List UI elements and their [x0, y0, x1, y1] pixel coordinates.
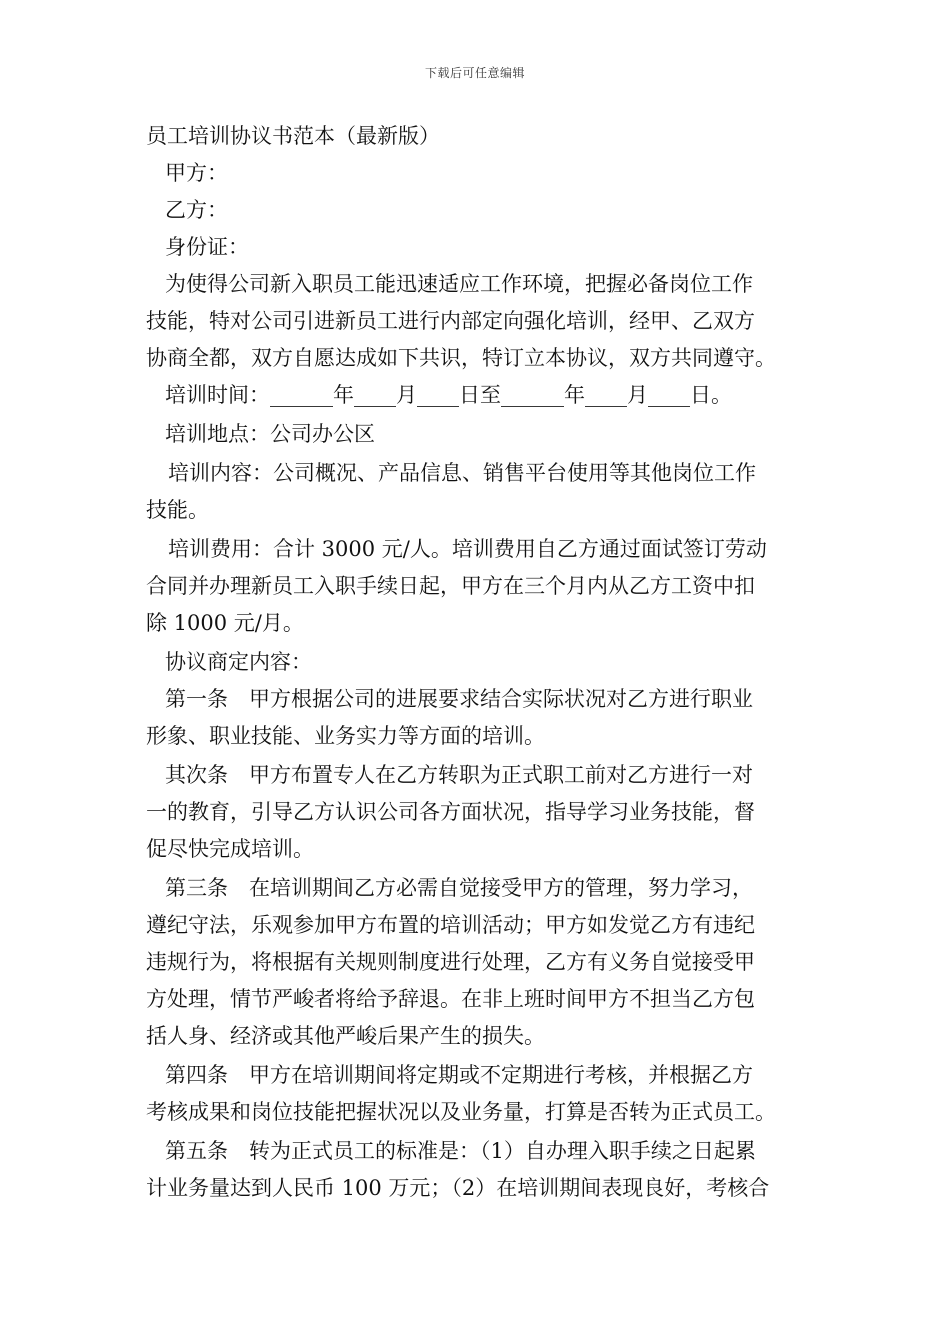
paragraph-line: 括人身、经济或其他严峻后果产生的损失。	[146, 1024, 545, 1048]
party-b-label: 乙方：	[165, 198, 228, 222]
paragraph-line: 培训内容：公司概况、产品信息、销售平台使用等其他岗位工作	[168, 461, 756, 485]
intro-paragraph	[146, 266, 810, 377]
page-header-note: 下载后可任意编辑	[424, 66, 525, 80]
paragraph-line: 第三条 在培训期间乙方必需自觉接受甲方的管理，努力学习，	[165, 876, 753, 900]
paragraph-line: 除 1000 元/月。	[146, 611, 304, 635]
agreement-heading: 协议商定内容：	[165, 650, 312, 674]
training-fee-paragraph	[146, 531, 810, 642]
article-1	[146, 681, 810, 755]
paragraph-line: 遵纪守法，乐观参加甲方布置的培训活动；甲方如发觉乙方有违纪	[146, 913, 755, 937]
id-card-label: 身份证：	[165, 235, 249, 259]
article-2	[146, 757, 810, 868]
paragraph-line: 其次条 甲方布置专人在乙方转职为正式职工前对乙方进行一对	[165, 763, 753, 787]
paragraph-line: 违规行为，将根据有关规则制度进行处理，乙方有义务自觉接受甲	[146, 950, 755, 974]
paragraph-line: 技能。	[146, 498, 209, 522]
paragraph-line: 考核成果和岗位技能把握状况以及业务量，打算是否转为正式员工。	[146, 1100, 776, 1124]
paragraph-line: 计业务量达到人民币 100 万元；（2）在培训期间表现良好，考核合	[146, 1176, 770, 1200]
training-location: 培训地点：公司办公区	[165, 422, 375, 446]
paragraph-line: 为使得公司新入职员工能迅速适应工作环境，把握必备岗位工作	[165, 272, 753, 296]
article-4	[146, 1057, 810, 1131]
document-body	[146, 118, 810, 1207]
paragraph-line: 技能，特对公司引进新员工进行内部定向强化培训，经甲、乙双方	[146, 309, 755, 333]
paragraph-line: 合同并办理新员工入职手续日起，甲方在三个月内从乙方工资中扣	[146, 574, 755, 598]
paragraph-line: 方处理，情节严峻者将给予辞退。在非上班时间甲方不担当乙方包	[146, 987, 755, 1011]
paragraph-line: 一的教育，引导乙方认识公司各方面状况，指导学习业务技能，督	[146, 800, 755, 824]
paragraph-line: 培训费用：合计 3000 元/人。培训费用自乙方通过面试签订劳动	[168, 537, 767, 561]
document-title: 员工培训协议书范本（最新版）	[146, 124, 440, 148]
party-a-label: 甲方：	[165, 161, 228, 185]
paragraph-line: 形象、职业技能、业务实力等方面的培训。	[146, 724, 545, 748]
paragraph-line: 促尽快完成培训。	[146, 837, 314, 861]
paragraph-line: 第五条 转为正式员工的标准是：（1）自办理入职手续之日起累	[165, 1139, 756, 1163]
article-5	[146, 1133, 810, 1207]
paragraph-line: 第四条 甲方在培训期间将定期或不定期进行考核，并根据乙方	[165, 1063, 753, 1087]
paragraph-line: 第一条 甲方根据公司的进展要求结合实际状况对乙方进行职业	[165, 687, 753, 711]
article-3	[146, 870, 810, 1055]
paragraph-line: 协商全都，双方自愿达成如下共识，特订立本协议，双方共同遵守。	[146, 346, 776, 370]
training-content-paragraph	[146, 455, 810, 529]
training-time: 培训时间：______年____月____日至______年____月____日。	[165, 383, 732, 407]
